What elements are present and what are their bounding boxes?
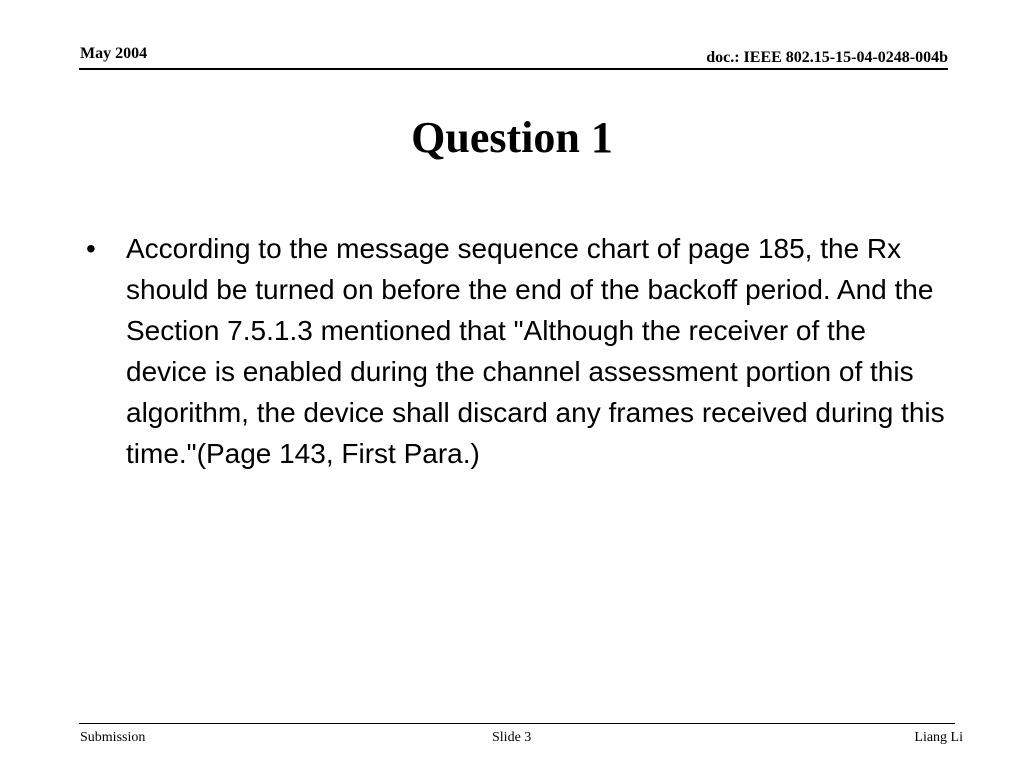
header-document-id: doc.: IEEE 802.15-15-04-0248-004b (706, 49, 948, 66)
bullet-text: According to the message sequence chart of page 185, the Rx should be turned on before the end of the backoff period. And the Section 7.5.1.3 mentioned that "Although the receiver of the device is enabled during the channel assessment portion of this algorithm, the device shall discard any frames received during this time."(Page 143, First Para.) (126, 233, 945, 469)
footer-author: Liang Li (914, 730, 963, 745)
footer-submission: Submission (80, 730, 146, 745)
footer-slide-number: Slide 3 (492, 730, 532, 745)
slide-title: Question 1 (411, 113, 613, 162)
header-date: May 2004 (80, 45, 148, 62)
bullet-marker: • (86, 233, 96, 264)
footer-divider (79, 723, 955, 724)
header-divider (79, 68, 948, 70)
bullet-item (86, 228, 946, 474)
